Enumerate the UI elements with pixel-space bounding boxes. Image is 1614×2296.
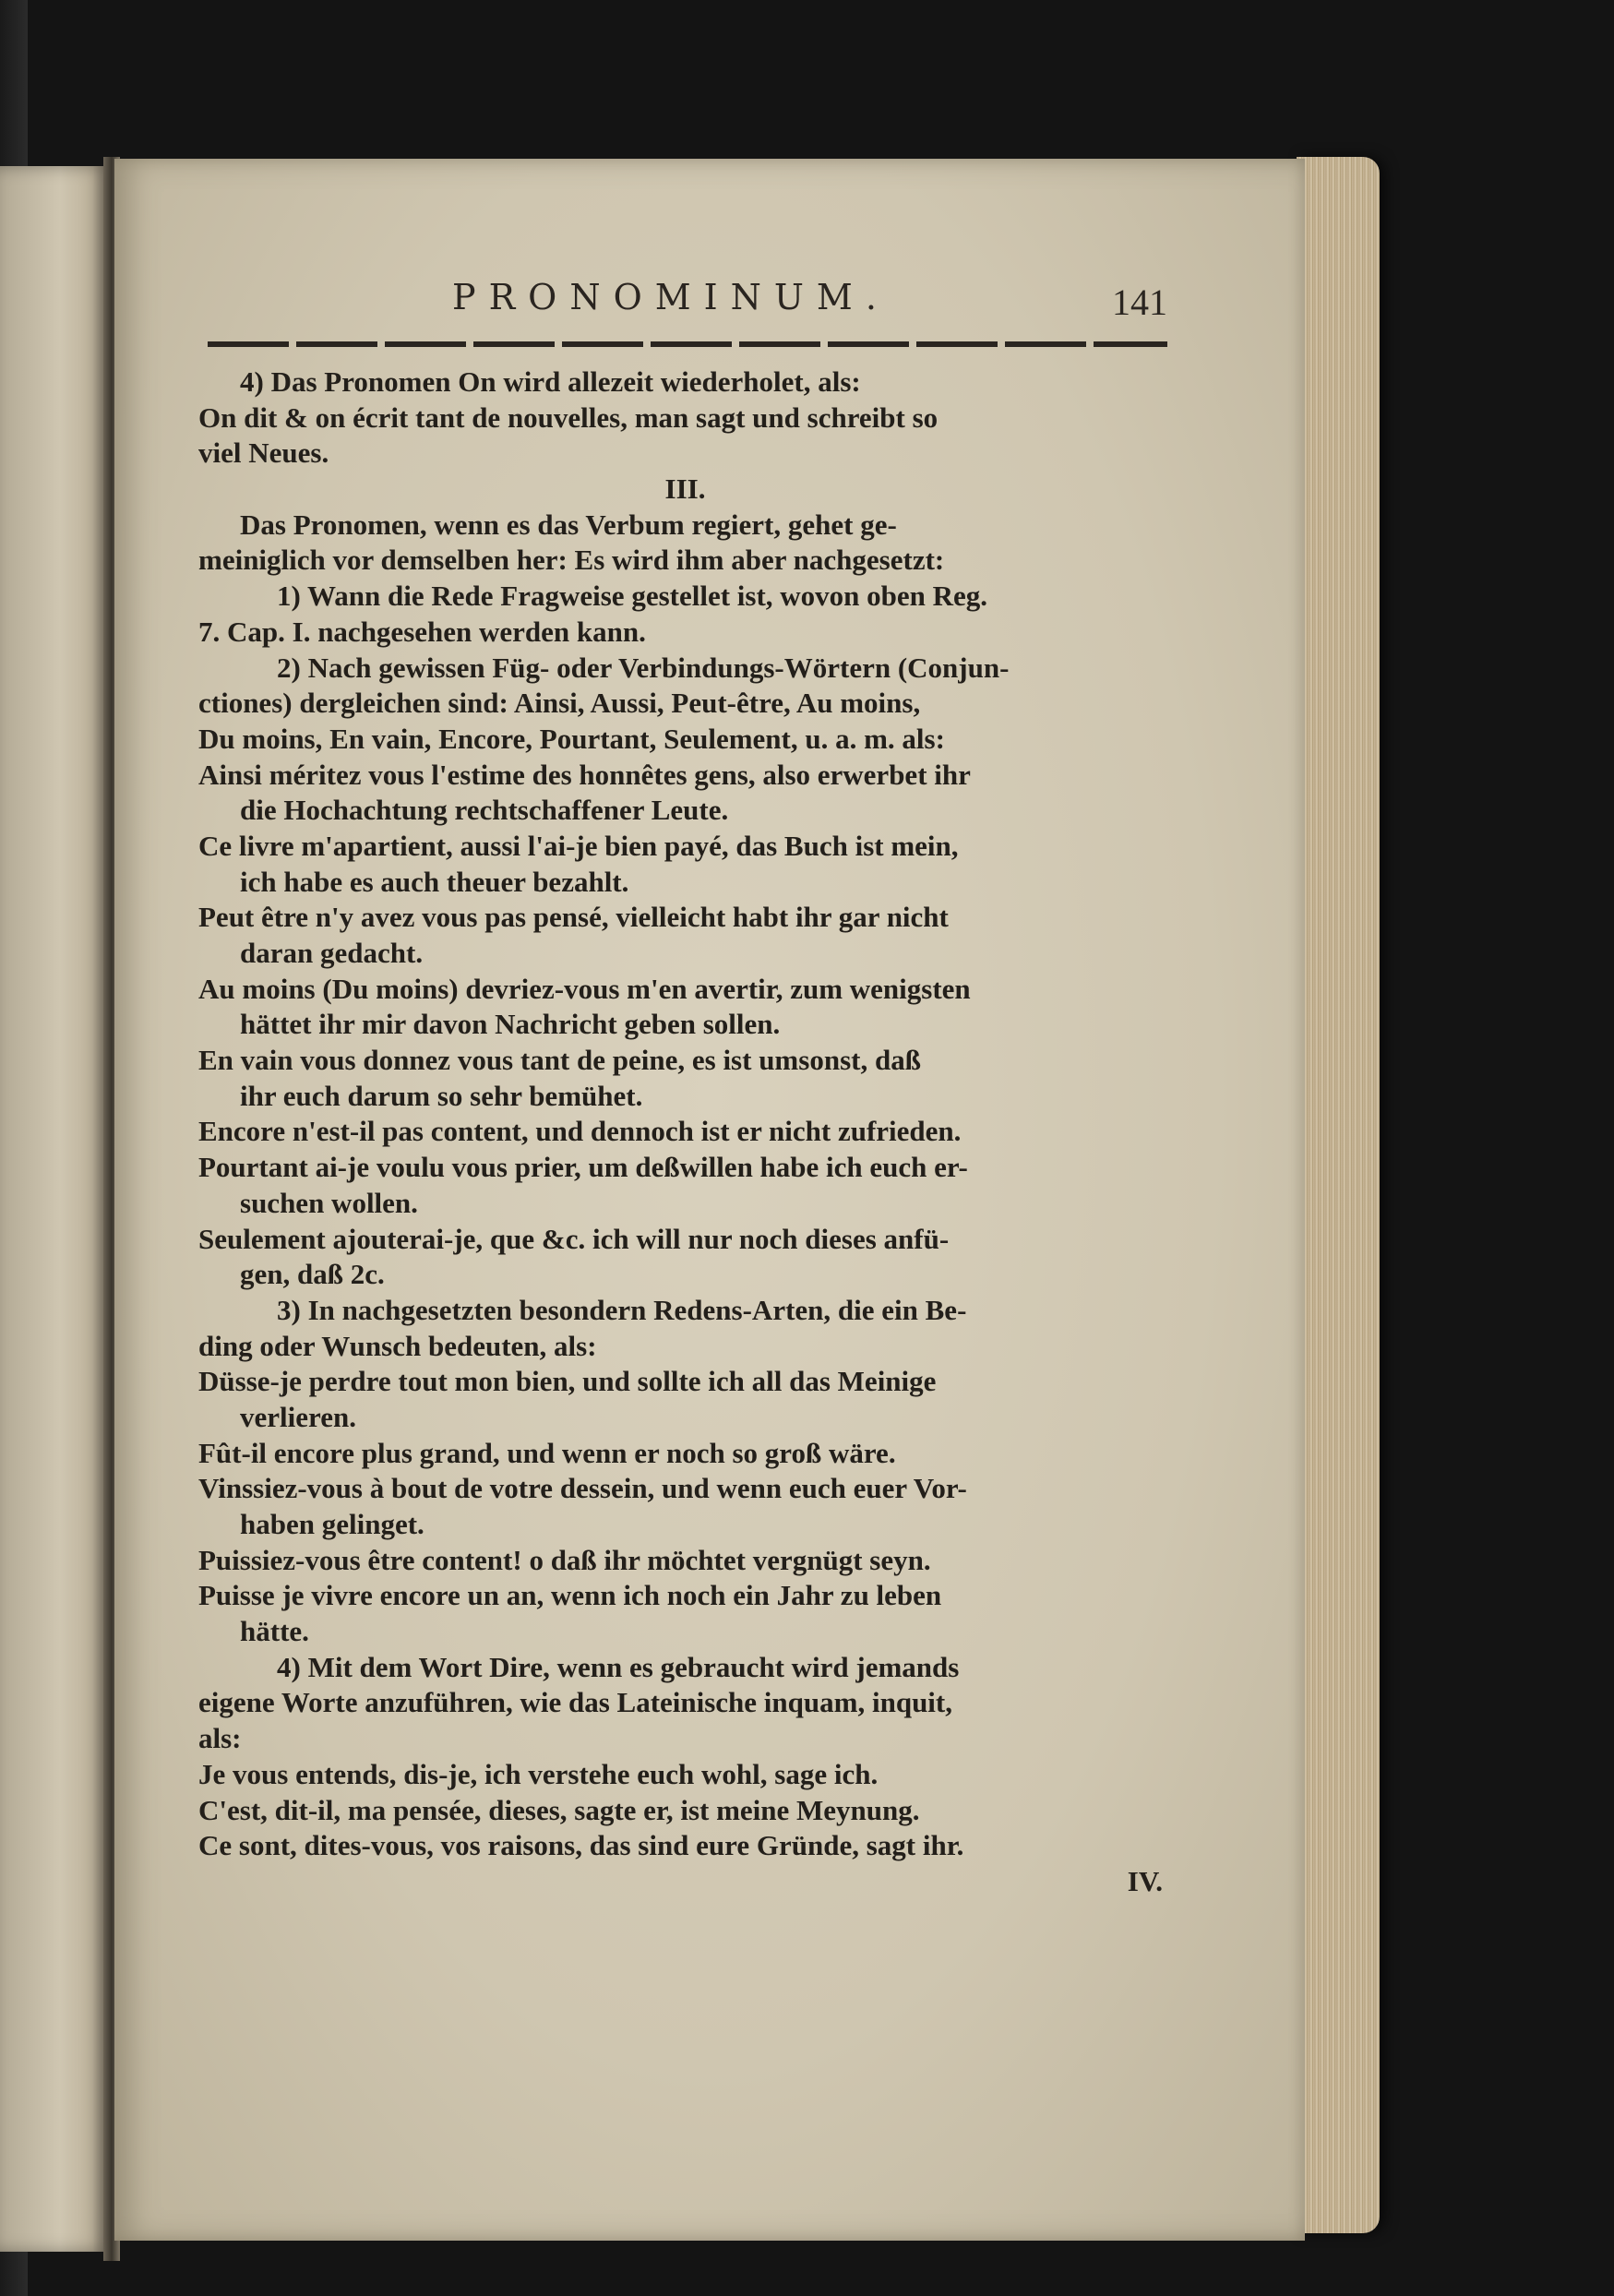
text-line: meiniglich vor demselben her: Es wird ihm aber nachgesetzt: — [198, 544, 945, 577]
text-line: viel Neues. — [198, 436, 329, 470]
text-line: On dit & on écrit tant de nouvelles, man sagt und schreibt so — [198, 401, 939, 434]
text-line: IV. — [1127, 1864, 1163, 1897]
text-line: 2) Nach gewissen Füg- oder Verbindungs-Wörtern (Conjun- — [277, 651, 1010, 684]
text-line: 3) In nachgesetzten besondern Redens-Arten, die ein Be- — [277, 1293, 967, 1326]
page-header — [0, 277, 1218, 323]
text-line: verlieren. — [240, 1400, 356, 1433]
text-line: Vinssiez-vous à bout de votre dessein, und wenn euch euer Vor- — [198, 1472, 967, 1505]
page-number: 141 — [1112, 281, 1167, 323]
text-line: Ce livre m'apartient, aussi l'ai-je bien payé, das Buch ist mein, — [198, 829, 959, 862]
text-line: als: — [198, 1722, 242, 1755]
text-line: 4) Mit dem Wort Dire, wenn es gebraucht wird jemands — [277, 1650, 960, 1683]
text-line: Seulement ajouterai-je, que &c. ich will nur noch dieses anfü- — [198, 1222, 950, 1255]
text-line: Pourtant ai-je voulu vous prier, um deßwillen habe ich euch er- — [198, 1151, 968, 1184]
body-text — [198, 365, 1172, 1900]
text-line: Puisse je vivre encore un an, wenn ich noch ein Jahr zu leben — [198, 1579, 942, 1612]
text-line: daran gedacht. — [240, 937, 424, 969]
text-line: die Hochachtung rechtschaffener Leute. — [240, 794, 729, 827]
header-rule — [208, 341, 1167, 347]
text-line: Au moins (Du moins) devriez-vous m'en avertir, zum wenigsten — [198, 972, 971, 1005]
text-line: 4) Das Pronomen On wird allezeit wiederholet, als: — [240, 365, 861, 398]
text-line: gen, daß 2c. — [240, 1258, 385, 1291]
text-line: Encore n'est-il pas content, und dennoch ist er nicht zufrieden. — [198, 1115, 962, 1148]
text-line: Ce sont, dites-vous, vos raisons, das sind eure Gründe, sagt ihr. — [198, 1829, 964, 1862]
text-line: ich habe es auch theuer bezahlt. — [240, 865, 629, 898]
text-line: Düsse-je perdre tout mon bien, und sollte ich all das Meinige — [198, 1365, 937, 1398]
text-line: Das Pronomen, wenn es das Verbum regiert, gehet ge- — [240, 508, 897, 541]
text-line: ctiones) dergleichen sind: Ainsi, Aussi, Peut-être, Au moins, — [198, 687, 921, 720]
facing-page — [0, 166, 109, 2252]
running-title: PRONOMINUM. — [452, 277, 890, 317]
text-line: haben gelinget. — [240, 1508, 424, 1540]
text-line: suchen wollen. — [240, 1186, 418, 1219]
text-line: ihr euch darum so sehr bemühet. — [240, 1079, 643, 1112]
text-line: hättet ihr mir davon Nachricht geben sollen. — [240, 1008, 781, 1041]
text-line: Je vous entends, dis-je, ich verstehe euch wohl, sage ich. — [198, 1757, 879, 1790]
text-line: Fût-il encore plus grand, und wenn er noch so groß wäre. — [198, 1436, 896, 1469]
text-line: eigene Worte anzuführen, wie das Lateinische inquam, inquit, — [198, 1686, 952, 1719]
text-line: Puissiez-vous être content! o daß ihr möchtet vergnügt seyn. — [198, 1543, 931, 1576]
text-line: ding oder Wunsch bedeuten, als: — [198, 1329, 597, 1362]
text-line: hätte. — [240, 1615, 309, 1648]
text-line: Du moins, En vain, Encore, Pourtant, Seulement, u. a. m. als: — [198, 722, 945, 755]
text-line: 1) Wann die Rede Fragweise gestellet ist, wovon oben Reg. — [277, 580, 988, 613]
page-edges — [1297, 157, 1380, 2233]
text-line: Ainsi méritez vous l'estime des honnêtes gens, also erwerbet ihr — [198, 758, 971, 791]
text-line: 7. Cap. I. nachgesehen werden kann. — [198, 615, 646, 648]
text-line: C'est, dit-il, ma pensée, dieses, sagte er, ist meine Meynung. — [198, 1793, 920, 1826]
text-line: En vain vous donnez vous tant de peine, es ist umsonst, daß — [198, 1044, 921, 1077]
text-line: Peut être n'y avez vous pas pensé, vielleicht habt ihr gar nicht — [198, 901, 949, 934]
text-line: III. — [664, 472, 706, 506]
